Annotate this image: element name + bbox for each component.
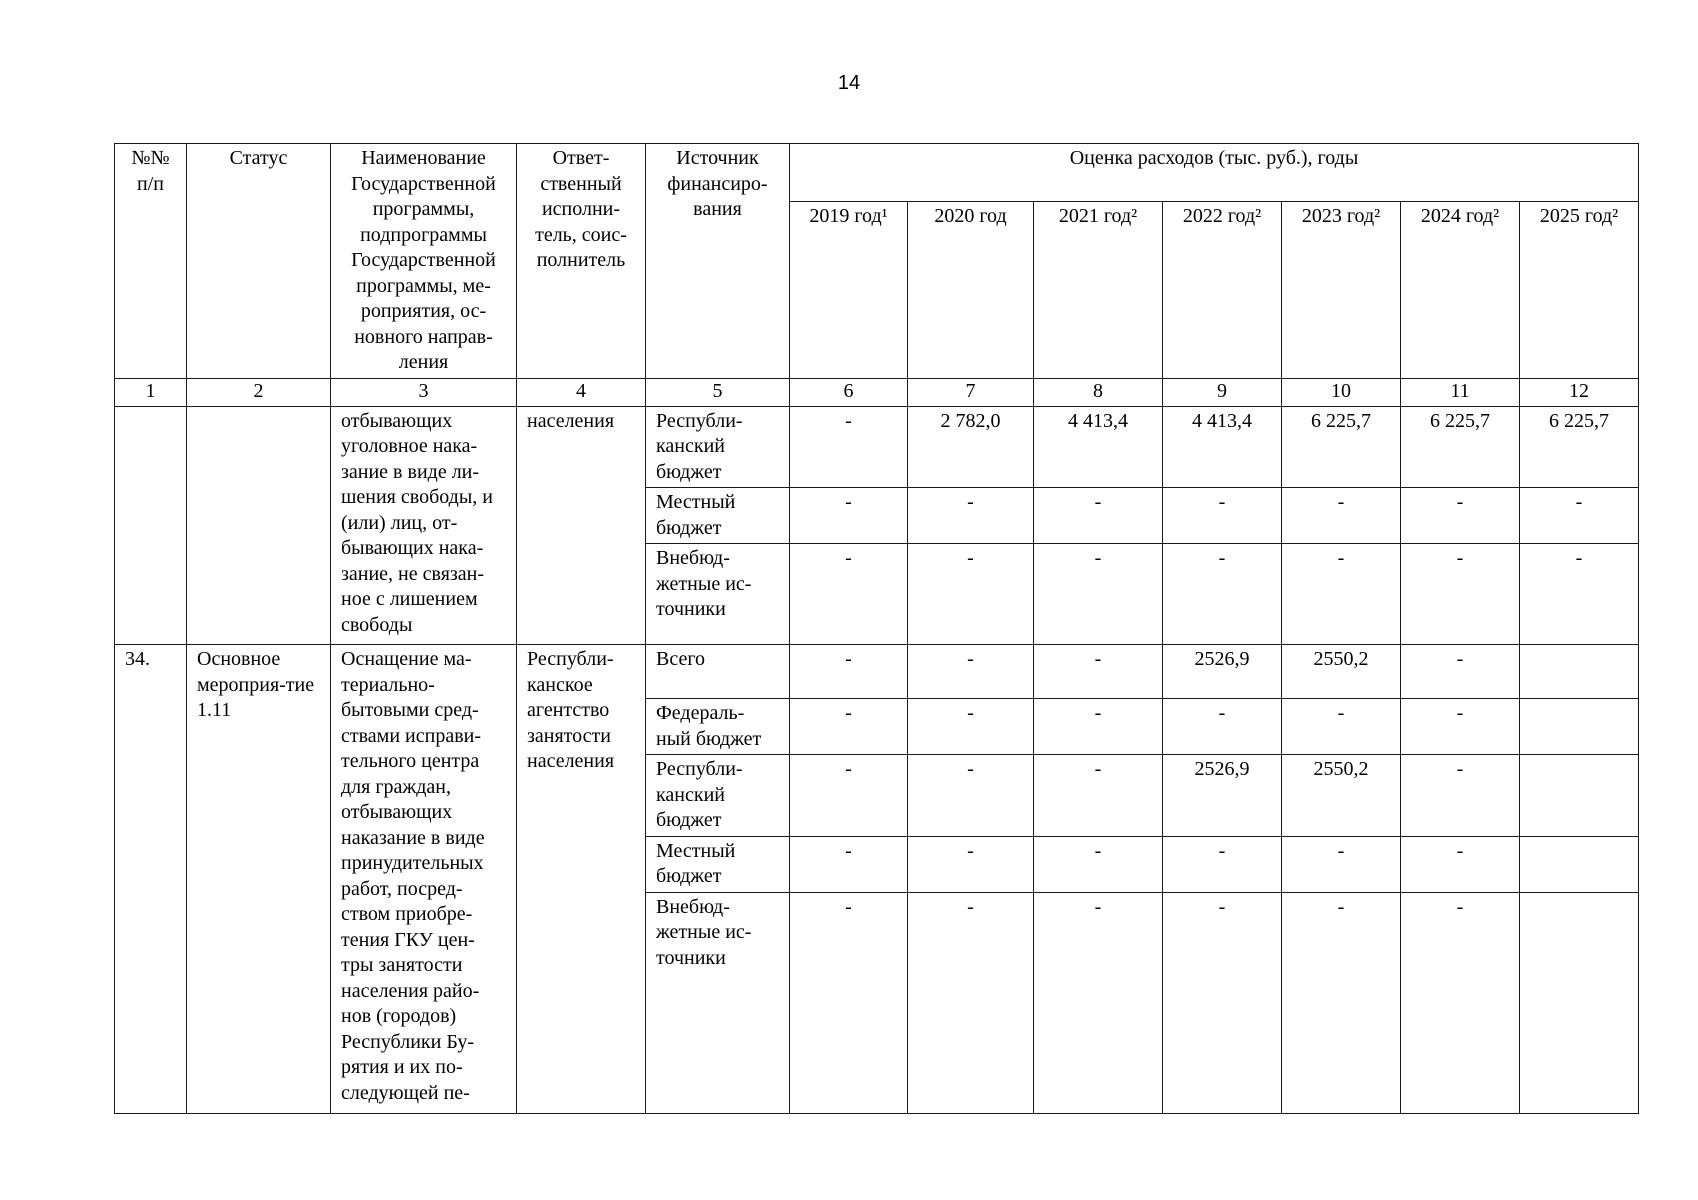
row-num <box>115 406 187 645</box>
header-year: 2022 год² <box>1163 201 1282 378</box>
header-status: Статус <box>187 144 331 379</box>
value-cell: - <box>1520 544 1639 645</box>
column-number: 9 <box>1163 378 1282 406</box>
value-cell: - <box>1034 488 1163 544</box>
header-year: 2025 год² <box>1520 201 1639 378</box>
value-cell: - <box>1034 699 1163 755</box>
value-cell <box>1520 645 1639 699</box>
table-row <box>115 406 1639 488</box>
column-number: 6 <box>790 378 908 406</box>
value-cell: - <box>1401 544 1520 645</box>
value-cell: 6 225,7 <box>1520 406 1639 488</box>
value-cell: - <box>1163 488 1282 544</box>
header-expense-title: Оценка расходов (тыс. руб.), годы <box>790 144 1639 202</box>
value-cell: - <box>908 544 1034 645</box>
column-number: 3 <box>331 378 517 406</box>
value-cell: - <box>790 406 908 488</box>
value-cell: 6 225,7 <box>1401 406 1520 488</box>
value-cell: - <box>1034 836 1163 892</box>
column-number: 7 <box>908 378 1034 406</box>
value-cell: - <box>1034 645 1163 699</box>
header-year: 2021 год² <box>1034 201 1163 378</box>
value-cell: 2526,9 <box>1163 645 1282 699</box>
value-cell: - <box>1282 836 1401 892</box>
header-year: 2024 год² <box>1401 201 1520 378</box>
value-cell: - <box>1520 488 1639 544</box>
value-cell: - <box>1401 892 1520 1113</box>
value-cell <box>1520 755 1639 837</box>
header-year: 2020 год <box>908 201 1034 378</box>
header-num-text: №№ п/п <box>131 147 170 195</box>
row-executor: Республи-канское агентство занятости населения <box>517 645 646 1114</box>
value-cell: - <box>1163 836 1282 892</box>
value-cell: - <box>1401 645 1520 699</box>
value-cell: 4 413,4 <box>1034 406 1163 488</box>
value-cell: - <box>790 699 908 755</box>
value-cell: - <box>790 488 908 544</box>
value-cell: - <box>1282 892 1401 1113</box>
value-cell: - <box>908 836 1034 892</box>
value-cell: 2526,9 <box>1163 755 1282 837</box>
row-source: Внебюд-жетные ис-точники <box>646 892 790 1113</box>
value-cell: - <box>908 488 1034 544</box>
value-cell: - <box>1163 544 1282 645</box>
value-cell <box>1520 699 1639 755</box>
value-cell: 2550,2 <box>1282 645 1401 699</box>
header-executor: Ответ-ственный исполни-тель, соис-полнитель <box>517 144 646 379</box>
header-num <box>115 144 187 379</box>
column-number: 1 <box>115 378 187 406</box>
value-cell: 6 225,7 <box>1282 406 1401 488</box>
value-cell: - <box>790 645 908 699</box>
value-cell: - <box>1401 488 1520 544</box>
value-cell: - <box>1401 699 1520 755</box>
expense-table <box>114 143 1639 1114</box>
header-year: 2019 год¹ <box>790 201 908 378</box>
column-number: 2 <box>187 378 331 406</box>
row-source: Местный бюджет <box>646 488 790 544</box>
value-cell: - <box>908 645 1034 699</box>
row-source: Республи-канский бюджет <box>646 755 790 837</box>
value-cell <box>1520 892 1639 1113</box>
header-year: 2023 год² <box>1282 201 1401 378</box>
column-number: 8 <box>1034 378 1163 406</box>
table-row <box>115 645 1639 699</box>
value-cell: - <box>1401 755 1520 837</box>
column-number: 12 <box>1520 378 1639 406</box>
value-cell: - <box>790 892 908 1113</box>
column-number: 4 <box>517 378 646 406</box>
row-name: Оснащение ма-териально-бытовыми сред-ствами исправи-тельного центра для граждан, отбывающих наказание в виде принудительных работ, посред-ством приобре-тения ГКУ цен-тры занятости населения райо-нов (городов) Республики Бу-рятия и их по-следующей пе- <box>331 645 517 1114</box>
value-cell: - <box>1282 699 1401 755</box>
value-cell: - <box>1401 836 1520 892</box>
value-cell: - <box>1034 892 1163 1113</box>
row-source: Всего <box>646 645 790 699</box>
value-cell: - <box>908 699 1034 755</box>
value-cell: - <box>1282 488 1401 544</box>
row-num: 34. <box>115 645 187 1114</box>
value-cell: - <box>790 836 908 892</box>
value-cell: 2 782,0 <box>908 406 1034 488</box>
value-cell: - <box>1034 544 1163 645</box>
value-cell: - <box>1034 755 1163 837</box>
value-cell: - <box>908 892 1034 1113</box>
column-number: 10 <box>1282 378 1401 406</box>
row-source: Республи-канский бюджет <box>646 406 790 488</box>
value-cell: - <box>908 755 1034 837</box>
row-source: Федераль-ный бюджет <box>646 699 790 755</box>
header-name: Наименование Государственной программы, подпрограммы Государственной программы, ме-роприятия, ос-новного направ-ления <box>331 144 517 379</box>
column-number: 11 <box>1401 378 1520 406</box>
value-cell: - <box>1282 544 1401 645</box>
value-cell: 4 413,4 <box>1163 406 1282 488</box>
column-number: 5 <box>646 378 790 406</box>
row-executor: населения <box>517 406 646 645</box>
value-cell: - <box>1163 892 1282 1113</box>
row-source: Внебюд-жетные ис-точники <box>646 544 790 645</box>
page-number: 14 <box>837 72 861 94</box>
row-status <box>187 406 331 645</box>
value-cell: 2550,2 <box>1282 755 1401 837</box>
value-cell: - <box>790 544 908 645</box>
value-cell <box>1520 836 1639 892</box>
value-cell: - <box>1163 699 1282 755</box>
row-name: отбывающих уголовное нака-зание в виде ли-шения свободы, и (или) лиц, от-бывающих нака-зание, не связан-ное с лишением свободы <box>331 406 517 645</box>
header-source: Источник финансиро-вания <box>646 144 790 379</box>
value-cell: - <box>790 755 908 837</box>
row-status: Основное мероприя-тие 1.11 <box>187 645 331 1114</box>
row-source: Местный бюджет <box>646 836 790 892</box>
